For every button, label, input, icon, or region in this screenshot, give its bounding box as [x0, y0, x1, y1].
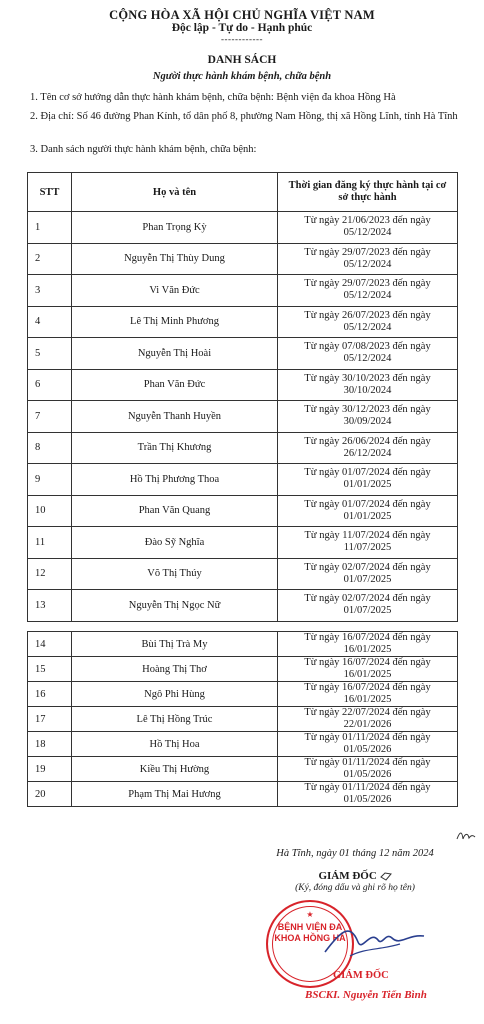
period-from: Từ ngày 16/07/2024 đến ngày [304, 682, 431, 693]
period-from: Từ ngày 01/11/2024 đến ngày [304, 732, 431, 743]
period-to: 05/12/2024 [343, 290, 392, 302]
period-to: 16/01/2025 [343, 669, 392, 680]
period-from: Từ ngày 29/07/2023 đến ngày [304, 278, 431, 290]
table-row [28, 432, 458, 464]
signer-name: BSCKI. Nguyễn Tiến Bình [305, 989, 427, 1001]
period-to: 01/01/2025 [343, 479, 392, 491]
row-stt: 19 [28, 757, 72, 782]
table-body-continued [28, 632, 458, 807]
practitioner-table-continued [27, 631, 458, 807]
row-stt: 10 [28, 495, 72, 527]
row-period [278, 590, 458, 622]
row-stt: 9 [28, 464, 72, 496]
tick-mark-icon [380, 871, 392, 881]
row-period [278, 657, 458, 682]
table-header-row [28, 173, 458, 212]
table-row [28, 757, 458, 782]
row-name: Lê Thị Minh Phương [72, 306, 278, 338]
table-row [28, 495, 458, 527]
place-date: Hà Tĩnh, ngày 01 tháng 12 năm 2024 [276, 848, 434, 859]
row-stt: 18 [28, 732, 72, 757]
period-to: 30/10/2024 [343, 384, 392, 396]
row-stt: 16 [28, 682, 72, 707]
row-stt: 17 [28, 707, 72, 732]
row-period [278, 527, 458, 559]
row-stt: 4 [28, 306, 72, 338]
director-signature [320, 912, 430, 972]
row-name: Ngô Phi Hùng [72, 682, 278, 707]
table-row [28, 275, 458, 307]
table-row [28, 732, 458, 757]
row-name: Vi Văn Đức [72, 275, 278, 307]
seal-text: BỆNH VIỆN ĐA KHOA HỒNG HÀ [274, 922, 346, 943]
period-from: Từ ngày 22/07/2024 đến ngày [304, 707, 431, 718]
row-stt: 12 [28, 558, 72, 590]
row-period [278, 338, 458, 370]
period-to: 01/07/2025 [343, 573, 392, 585]
period-to: 05/12/2024 [343, 258, 392, 270]
table-row [28, 707, 458, 732]
row-period [278, 558, 458, 590]
row-period [278, 464, 458, 496]
period-to: 01/05/2026 [343, 769, 392, 780]
period-to: 16/01/2025 [343, 644, 392, 655]
row-period [278, 707, 458, 732]
table-row [28, 682, 458, 707]
period-from: Từ ngày 02/07/2024 đến ngày [304, 561, 431, 573]
table-row [28, 527, 458, 559]
table-row [28, 657, 458, 682]
header-divider: ------------ [221, 34, 263, 44]
row-period [278, 306, 458, 338]
row-name: Hồ Thị Phương Thoa [72, 464, 278, 496]
row-period [278, 757, 458, 782]
period-to: 30/09/2024 [343, 416, 392, 428]
row-period [278, 682, 458, 707]
row-name: Võ Thị Thúy [72, 558, 278, 590]
period-from: Từ ngày 02/07/2024 đến ngày [304, 593, 431, 605]
row-period [278, 432, 458, 464]
row-stt: 1 [28, 212, 72, 244]
row-name: Nguyễn Thị Hoài [72, 338, 278, 370]
row-name: Lê Thị Hồng Trúc [72, 707, 278, 732]
director-role: GIÁM ĐỐC [318, 870, 377, 882]
row-period [278, 495, 458, 527]
row-stt: 7 [28, 401, 72, 433]
row-name: Hoàng Thị Thơ [72, 657, 278, 682]
period-from: Từ ngày 01/11/2024 đến ngày [304, 757, 431, 768]
row-stt: 15 [28, 657, 72, 682]
row-name: Hồ Thị Hoa [72, 732, 278, 757]
period-to: 01/05/2026 [343, 744, 392, 755]
table-row [28, 338, 458, 370]
period-from: Từ ngày 26/06/2024 đến ngày [304, 435, 431, 447]
period-to: 11/07/2025 [343, 542, 392, 554]
row-name: Nguyễn Thị Thùy Dung [72, 243, 278, 275]
table-row [28, 401, 458, 433]
table-row [28, 306, 458, 338]
row-name: Kiều Thị Hường [72, 757, 278, 782]
row-period [278, 782, 458, 807]
period-to: 01/01/2025 [343, 510, 392, 522]
period-to: 16/01/2025 [343, 694, 392, 705]
row-stt: 11 [28, 527, 72, 559]
row-name: Phạm Thị Mai Hương [72, 782, 278, 807]
seal-star-icon: ★ [306, 910, 314, 919]
row-period [278, 632, 458, 657]
period-to: 05/12/2024 [343, 353, 392, 365]
period-from: Từ ngày 26/07/2023 đến ngày [304, 309, 431, 321]
director-title [235, 870, 475, 882]
row-name: Trần Thị Khương [72, 432, 278, 464]
table-row [28, 558, 458, 590]
row-name: Phan Văn Đức [72, 369, 278, 401]
row-period [278, 369, 458, 401]
table-row [28, 212, 458, 244]
national-title: CỘNG HÒA XÃ HỘI CHỦ NGHĨA VIỆT NAM [109, 8, 375, 22]
list-intro-line: 3. Danh sách người thực hành khám bệnh, chữa bệnh: [30, 144, 257, 155]
table-row [28, 782, 458, 807]
row-period [278, 243, 458, 275]
row-stt: 8 [28, 432, 72, 464]
header-name: Họ và tên [72, 173, 278, 212]
row-stt: 14 [28, 632, 72, 657]
table-row [28, 464, 458, 496]
address-line: 2. Địa chỉ: Số 46 đường Phan Kính, tổ dân phố 8, phường Nam Hồng, thị xã Hồng Lĩnh, tỉnh Hà Tĩnh [30, 111, 458, 122]
period-from: Từ ngày 07/08/2023 đến ngày [304, 341, 431, 353]
initials-mark [455, 829, 477, 843]
row-stt: 5 [28, 338, 72, 370]
period-to: 01/05/2026 [343, 794, 392, 805]
row-name: Bùi Thị Trà My [72, 632, 278, 657]
table-body [28, 212, 458, 622]
document-title: DANH SÁCH [207, 54, 277, 66]
row-period [278, 275, 458, 307]
row-name: Phan Văn Quang [72, 495, 278, 527]
row-stt: 20 [28, 782, 72, 807]
period-to: 05/12/2024 [343, 227, 392, 239]
sign-instruction: (Ký, đóng dấu và ghi rõ họ tên) [295, 883, 415, 893]
row-name: Nguyễn Thanh Huyền [72, 401, 278, 433]
period-from: Từ ngày 16/07/2024 đến ngày [304, 657, 431, 668]
row-period [278, 732, 458, 757]
practitioner-table [27, 172, 458, 622]
national-motto: Độc lập - Tự do - Hạnh phúc [171, 22, 313, 34]
stamp-director-title: GIÁM ĐỐC [333, 970, 389, 981]
document-subtitle: Người thực hành khám bệnh, chữa bệnh [152, 71, 332, 82]
table-row [28, 243, 458, 275]
header-period: Thời gian đăng ký thực hành tại cơ sở thực hành [278, 173, 458, 212]
period-from: Từ ngày 21/06/2023 đến ngày [304, 215, 431, 227]
period-from: Từ ngày 11/07/2024 đến ngày [304, 530, 431, 542]
period-from: Từ ngày 16/07/2024 đến ngày [304, 632, 431, 643]
period-from: Từ ngày 01/07/2024 đến ngày [304, 467, 431, 479]
period-to: 05/12/2024 [343, 321, 392, 333]
period-to: 01/07/2025 [343, 605, 392, 617]
period-from: Từ ngày 01/11/2024 đến ngày [304, 782, 431, 793]
period-from: Từ ngày 01/07/2024 đến ngày [304, 498, 431, 510]
period-to: 22/01/2026 [343, 719, 392, 730]
table-row [28, 632, 458, 657]
row-stt: 13 [28, 590, 72, 622]
row-stt: 3 [28, 275, 72, 307]
table-row [28, 590, 458, 622]
period-from: Từ ngày 30/10/2023 đến ngày [304, 372, 431, 384]
row-name: Nguyễn Thị Ngọc Nữ [72, 590, 278, 622]
header-stt: STT [28, 173, 72, 212]
row-stt: 2 [28, 243, 72, 275]
facility-name-line: 1. Tên cơ sở hướng dẫn thực hành khám bệnh, chữa bệnh: Bệnh viện đa khoa Hồng Hà [30, 92, 396, 103]
row-period [278, 212, 458, 244]
period-to: 26/12/2024 [343, 447, 392, 459]
period-from: Từ ngày 29/07/2023 đến ngày [304, 246, 431, 258]
row-name: Đào Sỹ Nghĩa [72, 527, 278, 559]
row-name: Phan Trọng Kỳ [72, 212, 278, 244]
row-period [278, 401, 458, 433]
period-from: Từ ngày 30/12/2023 đến ngày [304, 404, 431, 416]
row-stt: 6 [28, 369, 72, 401]
table-row [28, 369, 458, 401]
